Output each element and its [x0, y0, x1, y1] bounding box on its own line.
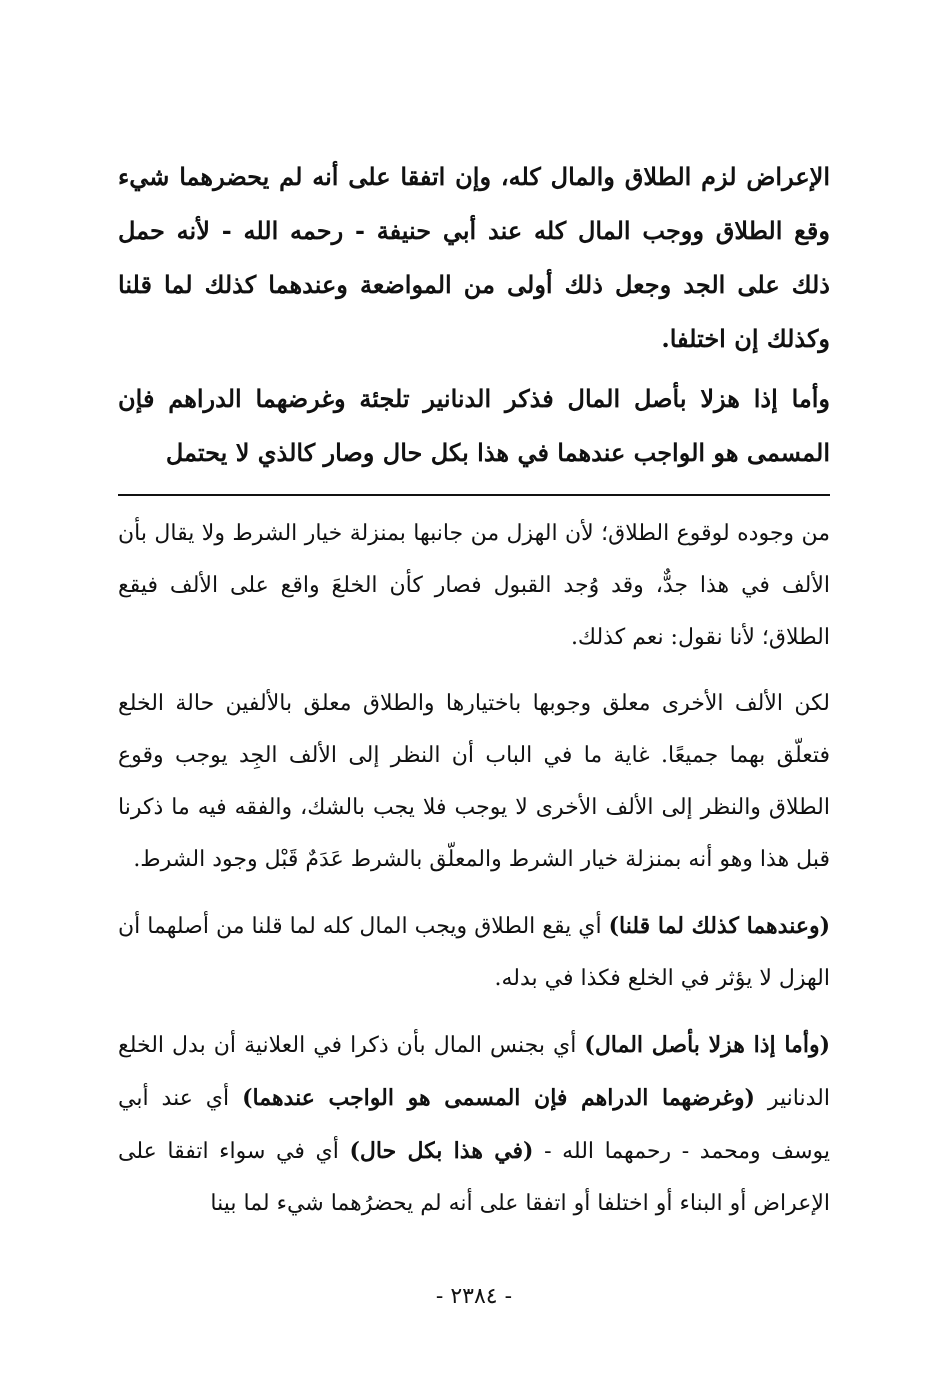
separator-rule — [118, 494, 830, 496]
quoted-matn: (وغرضهما الدراهم فإن المسمى هو الواجب عندهما) — [242, 1085, 755, 1111]
page-number: - ٢٣٨٤ - — [435, 1284, 513, 1309]
commentary-text: أي يقع الطلاق ويجب المال كله لما قلنا من أصلهما أن الهزل لا يؤثر في الخلع فكذا في بدله. — [118, 914, 830, 991]
sharh-paragraph-4 — [118, 1019, 830, 1230]
page-body — [118, 150, 830, 1244]
commentary-text: أي في سواء اتفقا على الإعراض أو البناء أو اختلفا أو اتفقا على أنه لم يحضرُهما شيء لما بينا — [118, 1139, 830, 1216]
commentary-text: أي بجنس المال بأن ذكرا في العلانية أن بدل الخلع الدنانير — [118, 1033, 830, 1111]
quoted-matn: (وعندهما كذلك لما قلنا) — [608, 913, 830, 939]
quoted-matn: (في هذا بكل حال) — [349, 1138, 534, 1164]
sharh-block — [118, 508, 830, 1230]
sharh-paragraph-3 — [118, 900, 830, 1005]
commentary-text: أي عند أبي يوسف ومحمد - رحمهما الله - — [118, 1086, 830, 1164]
sharh-paragraph-2: لكن الألف الأخرى معلق وجوبها باختيارها والطلاق معلق بالألفين حالة الخلع فتعلّق بهما جميعًا. غاية ما في الباب أن النظر إلى الألف الجِد يوجب وقوع الطلاق والنظر إلى الألف الأخرى لا يوجب فلا يجب بالشك، والفقه فيه ما ذكرنا قبل هذا وهو أنه بمنزلة خيار الشرط والمعلّق بالشرط عَدَمٌ قَبْل وجود الشرط. — [118, 691, 830, 872]
matn-block — [118, 150, 830, 480]
sharh-paragraph-1: من وجوده لوقوع الطلاق؛ لأن الهزل من جانبها بمنزلة خيار الشرط ولا يقال بأن الألف في هذا جدٌّ، وقد وُجد القبول فصار كأن الخلعَ واقع على الألف فيقع الطلاق؛ لأنا نقول: نعم كذلك. — [118, 521, 831, 650]
quoted-matn: (وأما إذا هزلا بأصل المال) — [584, 1032, 830, 1058]
matn-paragraph-2: وأما إذا هزلا بأصل المال فذكر الدنانير تلجئة وغرضهما الدراهم فإن المسمى هو الواجب عندهما في هذا بكل حال وصار كالذي لا يحتمل — [118, 384, 830, 467]
matn-paragraph-1: الإعراض لزم الطلاق والمال كله، وإن اتفقا على أنه لم يحضرهما شيء وقع الطلاق ووجب المال كله عند أبي حنيفة - رحمه الله - لأنه حمل ذلك على الجد وجعل ذلك أولى من المواضعة وعندهما كذلك لما قلنا وكذلك إن اختلفا. — [118, 162, 830, 353]
